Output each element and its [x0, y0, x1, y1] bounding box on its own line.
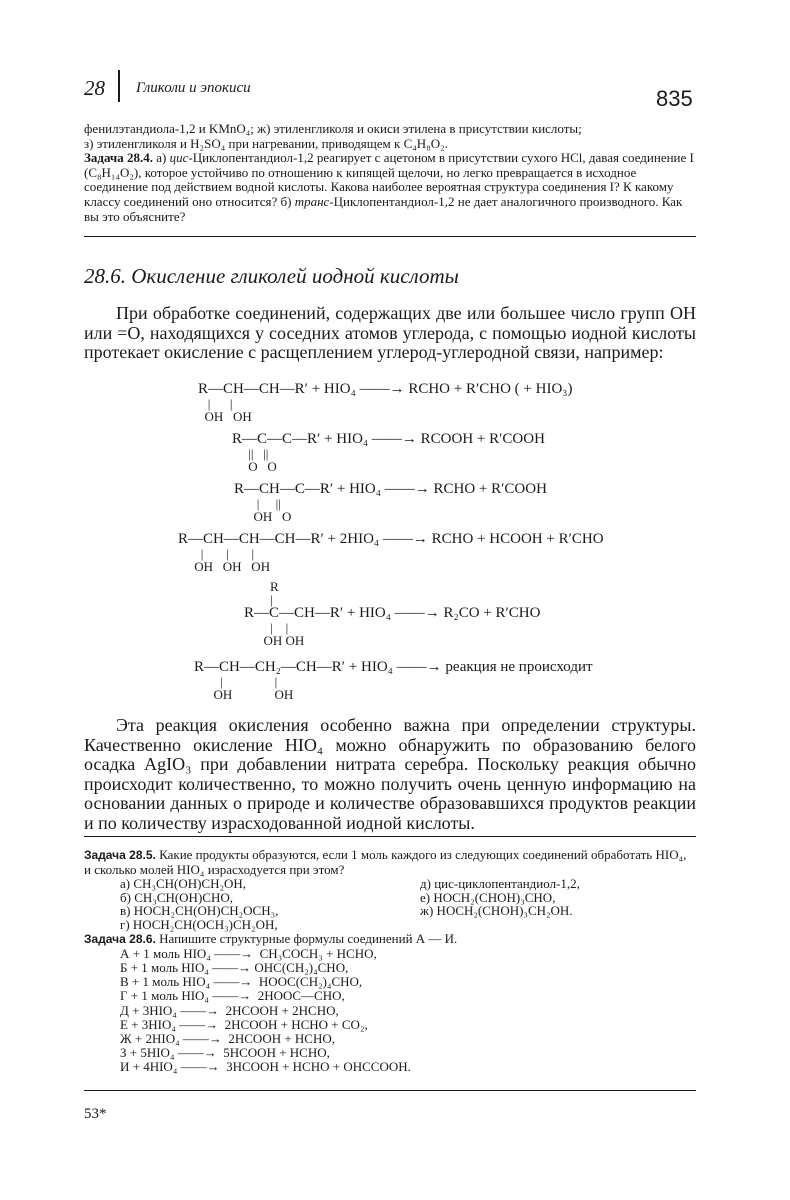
- reaction-3-substituents: | || OH O: [253, 496, 292, 524]
- reaction-4: [178, 532, 604, 573]
- task-28-5-text: Какие продукты образуются, если 1 моль каждого из следующих соединений обработать HIO₄, и сколько молей HIO₄ израсходуется при этом?: [84, 847, 687, 877]
- task-28-6-text: Напишите структурные формулы соединений А — И.: [159, 931, 458, 947]
- top-line-1: фенилэтандиола-1,2 и KMnO₄; ж) этиленгликоля и окиси этилена в присутствии кислоты;: [84, 121, 582, 136]
- reaction-6-formula: R—CH—CH₂—CH—R′ + HIO₄ ——→ реакция не происходит: [194, 659, 593, 675]
- task-28-5-options: [84, 877, 696, 931]
- second-paragraph: [84, 716, 696, 833]
- second-text: Эта реакция окисления особенно важна при определении структуры. Качественно окисление HIO₄ можно обнаружить по образованию белого осадка AgIO₃ при добавлении нитрата серебра. Поскольку реакция обычно происходит количественно, то можно получить очень ценную информацию на основании данных о природе и количестве образовавшихся продуктов реакции и по количеству израсходованной иодной кислоты.: [84, 715, 696, 833]
- option-a: а) CH₃CH(OH)CH₂OH,: [120, 876, 247, 892]
- task-28-4-b-text: -Циклопентандиол-1,2 не дает аналогичного производного. Как вы это объясните?: [84, 193, 683, 224]
- option-d: д) цис-циклопентандиол-1,2,: [420, 876, 580, 892]
- task-28-4-a-text: -Циклопентандиол-1,2 реагирует с ацетоном в присутствии сухого HCl, давая соединение I (C₈H₁₄O₂), которое устойчиво по отношению к кипящей щелочи, но легко превращается в исходное соединение под действием водной кислоты. Какова наиболее вероятная структура соединения I? К какому классу соединений оно относится?: [84, 150, 694, 209]
- equation-g: Г + 1 моль HIO₄ ——→ 2HOOC—CHO,: [120, 988, 345, 1004]
- reaction-5-top-substituent: R |: [270, 579, 279, 607]
- top-line-2: з) этиленгликоля и H₂SO₄ при нагревании, приводящем к C₄H₈O₂.: [84, 135, 448, 151]
- chapter-title: Гликоли и эпокиси: [136, 80, 251, 96]
- reaction-1-formula: R—CH—CH—R′ + HIO₄ ——→ RCHO + R′CHO ( + HIO₃): [198, 381, 573, 397]
- reaction-6-substituents: | | OH OH: [213, 674, 294, 702]
- equation-d: Д + 3HIO₄ ——→ 2HCOOH + 2HCHO,: [120, 1002, 339, 1018]
- reaction-2-formula: R—C—C—R′ + HIO₄ ——→ RCOOH + R′COOH: [232, 431, 545, 447]
- intro-paragraph: [84, 304, 696, 363]
- reaction-4-formula: R—CH—CH—CH—R′ + 2HIO₄ ——→ RCHO + HCOOH + R′CHO: [178, 531, 604, 547]
- rule-bottom: [84, 1090, 696, 1091]
- task-28-4-b-letter: б): [280, 193, 292, 209]
- task-28-4-a-letter: а): [156, 150, 167, 166]
- task-28-4: [84, 151, 696, 224]
- signature-mark: 53*: [84, 1106, 107, 1122]
- equation-e: Е + 3HIO₄ ——→ 2HCOOH + HCHO + CO₂,: [120, 1016, 368, 1032]
- task-28-4-b-prefix: транс: [294, 193, 330, 209]
- reaction-2: [232, 432, 545, 473]
- option-e: е) HOCH₂(CHOH)₃CHO,: [420, 889, 556, 905]
- option-v: в) HOCH₂CH(OH)CH₂OCH₃,: [120, 903, 279, 919]
- task-28-4-label: Задача 28.4.: [84, 150, 153, 166]
- equation-zh: Ж + 2HIO₄ ——→ 2HCOOH + HCHO,: [120, 1031, 336, 1046]
- reaction-3-formula: R—CH—C—R′ + HIO₄ ——→ RCHO + R′COOH: [234, 481, 547, 497]
- reaction-3: [234, 482, 547, 523]
- option-b: б) CH₃CH(OH)CHO,: [120, 889, 233, 905]
- task-28-6-label: Задача 28.6.: [84, 932, 156, 947]
- reaction-4-substituents: | | | OH OH OH: [194, 546, 271, 574]
- option-zh: ж) HOCH₂(CHOH)₃CH₂OH.: [420, 903, 573, 919]
- equation-b: Б + 1 моль HIO₄ ——→ OHC(CH₂)₄CHO,: [120, 959, 349, 975]
- task-28-5: [84, 848, 696, 1075]
- reaction-1: [198, 382, 573, 423]
- equation-i: И + 4HIO₄ ——→ 3HCOOH + HCHO + OHCCOOH.: [120, 1059, 411, 1075]
- task-28-4-a-prefix: цис: [169, 150, 189, 166]
- reaction-1-substituents: | | OH OH: [204, 396, 252, 424]
- equation-v: В + 1 моль HIO₄ ——→ HOOC(CH₂)₄CHO,: [120, 974, 363, 990]
- reaction-5: [244, 580, 540, 647]
- equation-z: З + 5HIO₄ ——→ 5HCOOH + HCHO,: [120, 1045, 330, 1061]
- section-title: 28.6. Окисление гликолей иодной кислоты: [84, 264, 459, 288]
- intro-text: При обработке соединений, содержащих две или большее число групп OH или =O, находящихся у соседних атомов углерода, с помощью иодной кислоты протекает окисление с расщеплением углерод-углеродной связи, например:: [84, 303, 696, 362]
- reaction-5-substituents: | | OH OH: [263, 620, 305, 648]
- reaction-2-substituents: || || O O: [248, 446, 277, 474]
- header-divider: [118, 70, 120, 102]
- option-empty: [420, 918, 720, 932]
- option-g: г) HOCH₂CH(OCH₃)CH₂OH,: [120, 916, 278, 932]
- top-text-block: [84, 122, 696, 224]
- equation-a: А + 1 моль HIO₄ ——→ CH₃COCH₃ + HCHO,: [120, 945, 377, 961]
- rule-middle: [84, 836, 696, 837]
- reaction-5-formula: R—C—CH—R′ + HIO₄ ——→ R₂CO + R′CHO: [244, 605, 541, 621]
- task-28-6-equations: [84, 947, 696, 1075]
- page-number: 835: [656, 86, 693, 111]
- task-28-5-label: Задача 28.5.: [84, 848, 156, 862]
- rule-top: [84, 236, 696, 237]
- chapter-number: 28: [84, 76, 105, 100]
- reaction-6: [194, 660, 593, 701]
